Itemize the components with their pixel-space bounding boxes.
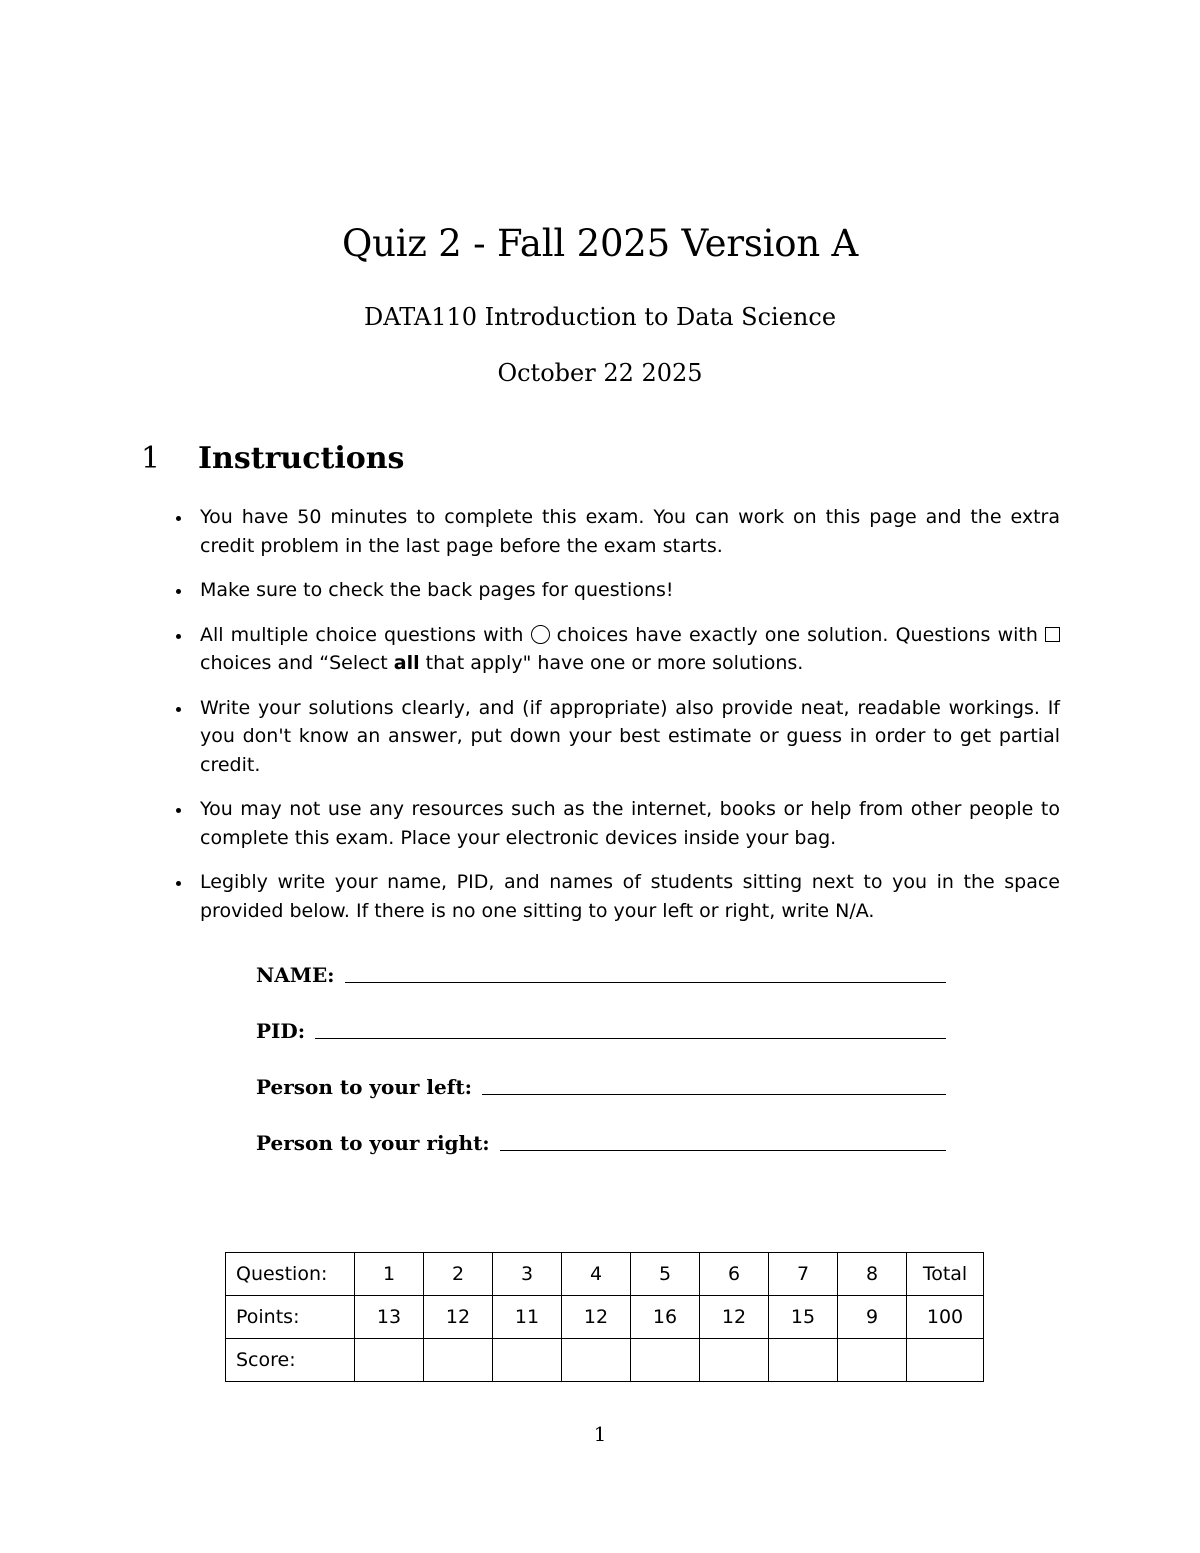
score-cell[interactable] — [631, 1339, 700, 1382]
points-cell: 12 — [700, 1296, 769, 1339]
question-row — [226, 1253, 984, 1296]
question-cell: 1 — [355, 1253, 424, 1296]
list-item: You may not use any resources such as the internet, books or help from other people to complete this exam. Place your electronic devices inside your bag. — [200, 795, 1060, 852]
question-cell: 8 — [838, 1253, 907, 1296]
circle-choice-icon — [531, 625, 550, 644]
name-label: NAME: — [256, 963, 335, 987]
grade-table — [225, 1252, 984, 1382]
section-number: 1 — [141, 441, 161, 476]
pid-label: PID: — [256, 1019, 306, 1043]
score-cell[interactable] — [424, 1339, 493, 1382]
person-right-line[interactable] — [500, 1149, 946, 1151]
section-heading — [141, 441, 404, 476]
points-cell: 12 — [424, 1296, 493, 1339]
list-item: You have 50 minutes to complete this exam. You can work on this page and the extra credit problem in the last page before the exam starts. — [200, 503, 1060, 560]
name-field[interactable] — [256, 963, 946, 987]
total-points: 100 — [907, 1296, 984, 1339]
points-row — [226, 1296, 984, 1339]
list-item: All multiple choice questions with choices have exactly one solution. Questions with choices and “Select all that apply" have one or more solutions. — [200, 621, 1060, 678]
question-label: Question: — [226, 1253, 355, 1296]
points-cell: 9 — [838, 1296, 907, 1339]
question-cell: 6 — [700, 1253, 769, 1296]
course-name: DATA110 Introduction to Data Science — [363, 303, 837, 331]
page-title: Quiz 2 - Fall 2025 Version A — [341, 222, 859, 265]
person-left-line[interactable] — [482, 1093, 946, 1095]
score-cell[interactable] — [769, 1339, 838, 1382]
total-label: Total — [907, 1253, 984, 1296]
score-row — [226, 1339, 984, 1382]
question-cell: 4 — [562, 1253, 631, 1296]
points-cell: 15 — [769, 1296, 838, 1339]
points-cell: 11 — [493, 1296, 562, 1339]
points-cell: 16 — [631, 1296, 700, 1339]
person-right-label: Person to your right: — [256, 1131, 490, 1155]
person-left-label: Person to your left: — [256, 1075, 472, 1099]
points-cell: 13 — [355, 1296, 424, 1339]
square-choice-icon — [1045, 627, 1060, 642]
score-cell[interactable] — [562, 1339, 631, 1382]
person-right-field[interactable] — [256, 1131, 946, 1155]
list-item: Legibly write your name, PID, and names of students sitting next to you in the space provided below. If there is no one sitting to your left or right, write N/A. — [200, 868, 1060, 925]
question-cell: 3 — [493, 1253, 562, 1296]
page-number: 1 — [593, 1422, 607, 1446]
points-label: Points: — [226, 1296, 355, 1339]
exam-date: October 22 2025 — [497, 359, 703, 387]
pid-field[interactable] — [256, 1019, 946, 1043]
list-item: Write your solutions clearly, and (if appropriate) also provide neat, readable workings. If you don't know an answer, put down your best estimate or guess in order to get partial credit. — [200, 694, 1060, 780]
pid-line[interactable] — [315, 1037, 946, 1039]
question-cell: 7 — [769, 1253, 838, 1296]
score-cell[interactable] — [355, 1339, 424, 1382]
instructions-list — [200, 503, 1060, 941]
total-score-cell[interactable] — [907, 1339, 984, 1382]
question-cell: 2 — [424, 1253, 493, 1296]
score-cell[interactable] — [838, 1339, 907, 1382]
score-label: Score: — [226, 1339, 355, 1382]
section-title: Instructions — [198, 441, 405, 476]
person-left-field[interactable] — [256, 1075, 946, 1099]
name-line[interactable] — [345, 981, 946, 983]
score-cell[interactable] — [700, 1339, 769, 1382]
question-cell: 5 — [631, 1253, 700, 1296]
score-cell[interactable] — [493, 1339, 562, 1382]
points-cell: 12 — [562, 1296, 631, 1339]
list-item: Make sure to check the back pages for questions! — [200, 576, 1060, 605]
